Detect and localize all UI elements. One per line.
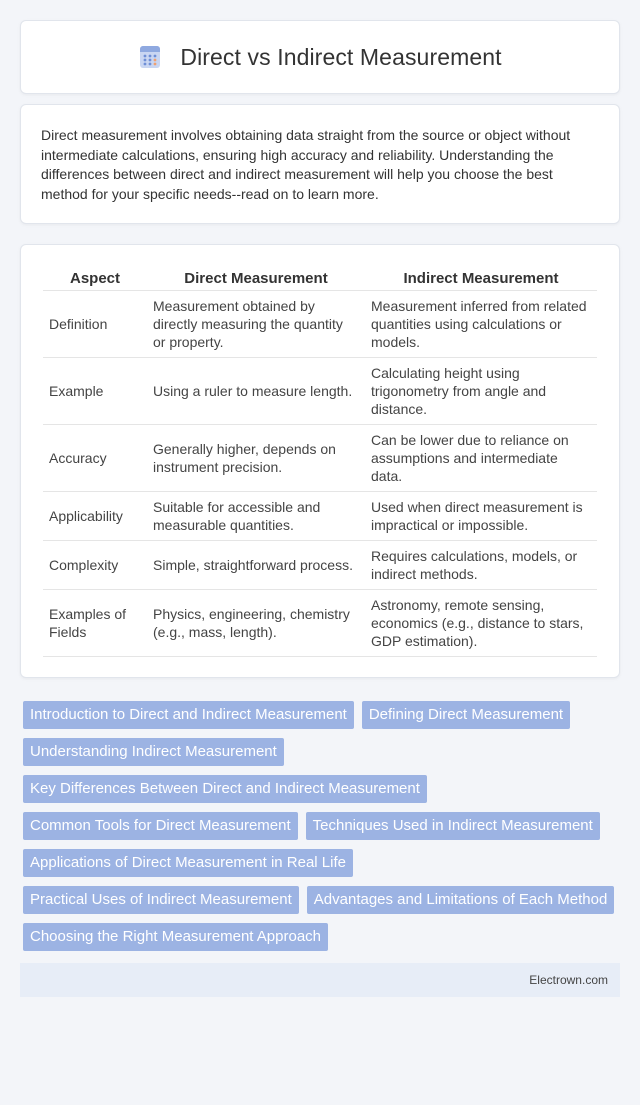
table-cell-direct: Using a ruler to measure length. xyxy=(147,358,365,425)
calculator-icon xyxy=(138,45,162,69)
table-row xyxy=(43,590,597,657)
table-row xyxy=(43,291,597,358)
table-cell-indirect: Astronomy, remote sensing, economics (e.g., distance to stars, GDP estimation). xyxy=(365,590,597,657)
table-header-row xyxy=(43,265,597,291)
tag-key-differences[interactable]: Key Differences Between Direct and Indirect Measurement xyxy=(23,775,427,803)
table-cell-direct: Measurement obtained by directly measuring the quantity or property. xyxy=(147,291,365,358)
page-title: Direct vs Indirect Measurement xyxy=(180,43,502,70)
table-cell-direct: Simple, straightforward process. xyxy=(147,541,365,590)
column-header-aspect: Aspect xyxy=(43,265,147,291)
table-cell-aspect: Definition xyxy=(43,291,147,358)
table-cell-indirect: Can be lower due to reliance on assumptions and intermediate data. xyxy=(365,425,597,492)
table-cell-aspect: Examples of Fields xyxy=(43,590,147,657)
intro-card xyxy=(20,104,620,224)
tag-techniques-indirect[interactable]: Techniques Used in Indirect Measurement xyxy=(306,812,600,840)
tag-introduction[interactable]: Introduction to Direct and Indirect Measurement xyxy=(23,701,354,729)
table-row xyxy=(43,358,597,425)
tag-defining-direct[interactable]: Defining Direct Measurement xyxy=(362,701,570,729)
table-cell-direct: Suitable for accessible and measurable quantities. xyxy=(147,492,365,541)
table-cell-indirect: Measurement inferred from related quantities using calculations or models. xyxy=(365,291,597,358)
table-cell-aspect: Complexity xyxy=(43,541,147,590)
table-row xyxy=(43,425,597,492)
header-card xyxy=(20,20,620,94)
related-topics-tags xyxy=(20,701,620,951)
table-cell-direct: Generally higher, depends on instrument precision. xyxy=(147,425,365,492)
comparison-table xyxy=(43,265,597,657)
table-cell-indirect: Calculating height using trigonometry from angle and distance. xyxy=(365,358,597,425)
comparison-table-card xyxy=(20,244,620,678)
table-cell-aspect: Example xyxy=(43,358,147,425)
column-header-indirect: Indirect Measurement xyxy=(365,265,597,291)
table-cell-aspect: Applicability xyxy=(43,492,147,541)
tag-choosing-approach[interactable]: Choosing the Right Measurement Approach xyxy=(23,923,328,951)
tag-common-tools[interactable]: Common Tools for Direct Measurement xyxy=(23,812,298,840)
table-cell-direct: Physics, engineering, chemistry (e.g., mass, length). xyxy=(147,590,365,657)
footer xyxy=(20,963,620,997)
table-cell-indirect: Used when direct measurement is impractical or impossible. xyxy=(365,492,597,541)
tag-applications-direct[interactable]: Applications of Direct Measurement in Real Life xyxy=(23,849,353,877)
table-cell-indirect: Requires calculations, models, or indirect methods. xyxy=(365,541,597,590)
tag-understanding-indirect[interactable]: Understanding Indirect Measurement xyxy=(23,738,284,766)
table-row xyxy=(43,541,597,590)
table-cell-aspect: Accuracy xyxy=(43,425,147,492)
footer-site-name: Electrown.com xyxy=(529,973,608,987)
tag-advantages-limitations[interactable]: Advantages and Limitations of Each Method xyxy=(307,886,615,914)
table-row xyxy=(43,492,597,541)
intro-text: Direct measurement involves obtaining data straight from the source or object without intermediate calculations, ensuring high accuracy and reliability. Understanding the differences between direct and indirect measurement will help you choose the best method for your specific needs--read on to learn more. xyxy=(41,127,571,202)
column-header-direct: Direct Measurement xyxy=(147,265,365,291)
tag-practical-uses-indirect[interactable]: Practical Uses of Indirect Measurement xyxy=(23,886,299,914)
